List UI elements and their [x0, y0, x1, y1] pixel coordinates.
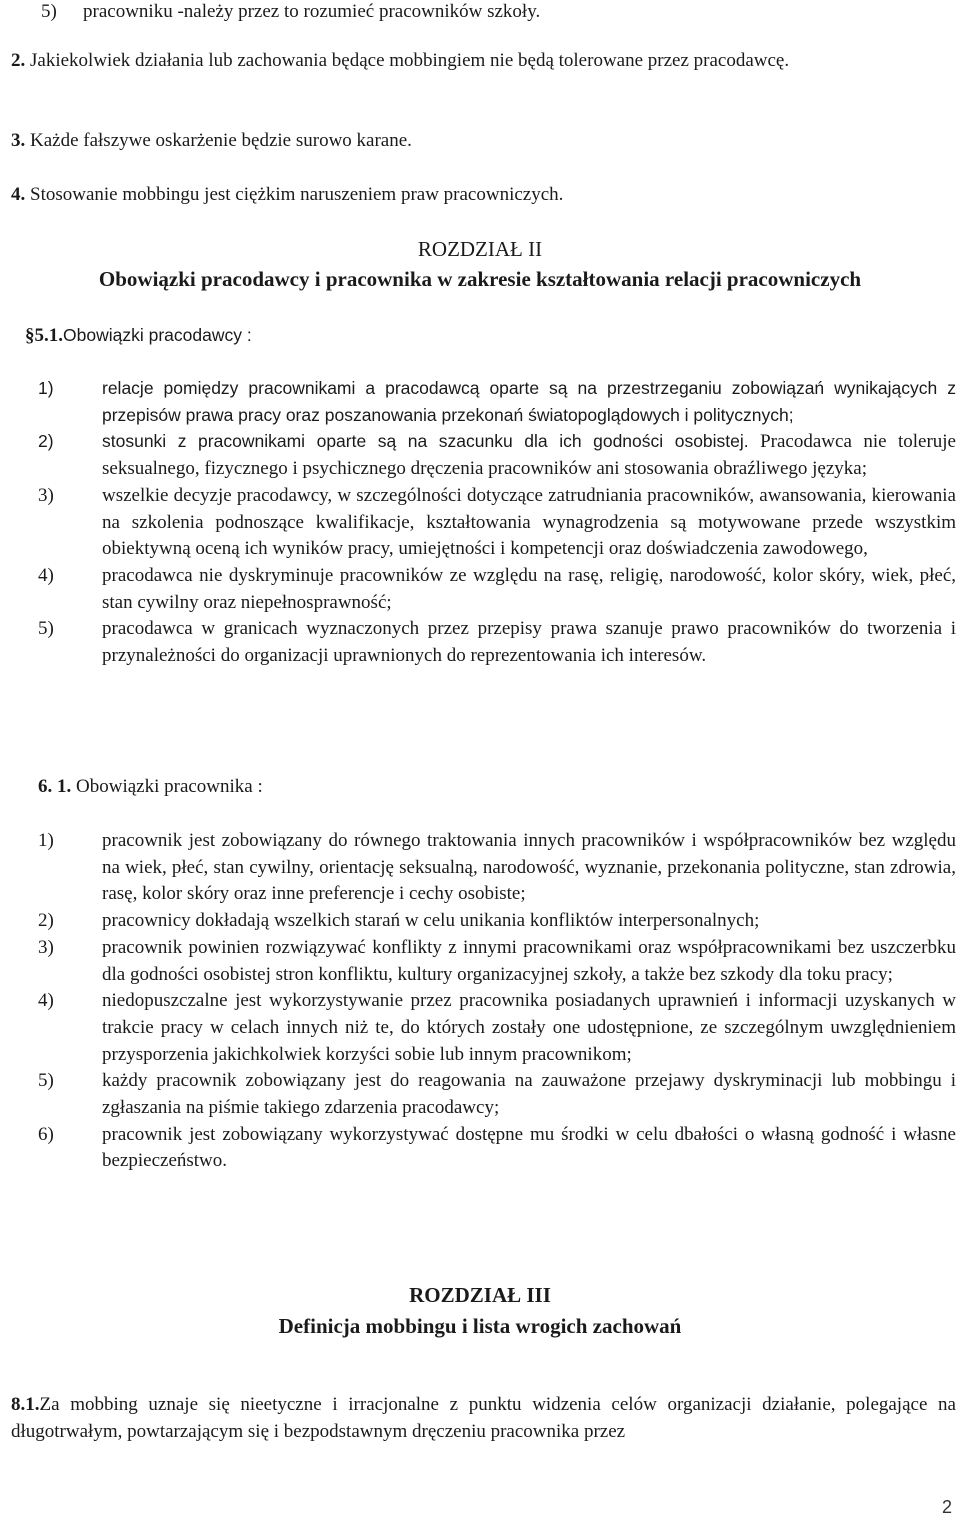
chapter-3-heading: [0, 1280, 960, 1310]
paragraph-text: Stosowanie mobbingu jest ciężkim naruszeniem praw pracowniczych.: [25, 184, 564, 205]
section-heading: Obowiązki pracodawcy :: [63, 325, 252, 345]
list-item: 2) stosunki z pracownikami oparte są na szacunku dla ich godności osobistej. Pracodawca nie toleruje seksualnego, fizycznego i psychicznego dręczenia pracowników ani stosowania obraźliwego języka;: [38, 431, 956, 480]
paragraph-4: [11, 182, 956, 209]
paragraph-3: [11, 128, 956, 155]
employee-duties-list: [38, 828, 956, 1175]
list-item: 1) pracownik jest zobowiązany do równego traktowania innych pracowników i współpracowników bez względu na wiek, płeć, stan cywilny, orientację seksualną, narodowość, wyznanie, przekonania polityczne, stan zdrowia, rasę, kolor skóry oraz inne preferencje i cechy osobiste;: [38, 830, 956, 905]
page-number: 2: [941, 1497, 952, 1518]
list-item: 2) pracownicy dokładają wszelkich starań w celu unikania konfliktów interpersonalnych;: [38, 910, 760, 932]
employer-duties-list: [38, 375, 956, 670]
list-item: 6) pracownik jest zobowiązany wykorzystywać dostępne mu środki w celu dbałości o własną godność i własne bezpieczeństwo.: [38, 1123, 956, 1172]
paragraph-number: 3.: [11, 130, 26, 151]
chapter-title: ROZDZIAŁ III: [409, 1283, 551, 1307]
chapter-title: ROZDZIAŁ II: [417, 237, 543, 261]
section-heading: Obowiązki pracownika :: [71, 776, 263, 797]
paragraph-2: [11, 48, 956, 75]
section-number: 6. 1.: [38, 776, 72, 797]
section-number: 8.1.: [11, 1394, 40, 1415]
section-6-heading: [38, 774, 956, 801]
paragraph-number: 4.: [11, 184, 26, 205]
list-item: 3) pracownik powinien rozwiązywać konflikty z innymi pracownikami oraz współpracownikami bez uszczerbku dla godności osobistej stron konfliktu, kultury organizacyjnej szkoły, a także bez szkody dla toku pracy;: [38, 936, 956, 985]
chapter-2-subtitle: Obowiązki pracodawcy i pracownika w zakresie kształtowania relacji pracowniczych: [98, 267, 862, 291]
list-item: 5) każdy pracownik zobowiązany jest do reagowania na zauważone przejawy dyskryminacji lub mobbingu i zgłaszania na piśmie takiego zdarzenia pracodawcy;: [38, 1070, 956, 1119]
section-8-paragraph: [11, 1392, 956, 1445]
list-item: 4) pracodawca nie dyskryminuje pracowników ze względu na rasę, religię, narodowość, kolor skóry, wiek, płeć, stan cywilny oraz niepełnosprawność;: [38, 564, 956, 613]
paragraph-text: Jakiekolwiek działania lub zachowania będące mobbingiem nie będą tolerowane przez pracodawcę.: [25, 50, 790, 71]
list-item-text: pracowniku -należy przez to rozumieć pracowników szkoły.: [83, 1, 541, 22]
paragraph-number: 2.: [11, 50, 26, 71]
list-item: 3) wszelkie decyzje pracodawcy, w szczególności dotyczące zatrudniania pracowników, awansowania, kierowania na szkolenia podnoszące kwalifikacje, kształtowania wynagrodzenia są motywowane przede wszystkim obiektywną oceną ich wyników pracy, umiejętności i kompetencji oraz doświadczenia zawodowego,: [38, 484, 956, 560]
list-item: 1) relacje pomiędzy pracownikami a pracodawcą oparte są na przestrzeganiu zobowiązań wynikających z przepisów prawa pracy oraz poszanowania przekonań światopoglądowych i politycznych;: [38, 378, 956, 425]
list-item: 5) pracodawca w granicach wyznaczonych przez przepisy prawa szanuje prawo pracowników do tworzenia i przynależności do organizacji uprawnionych do reprezentowania ich interesów.: [38, 618, 956, 667]
list-item-number: 5): [41, 1, 57, 22]
list-item: [41, 0, 956, 26]
section-text: Za mobbing uznaje się nieetyczne i irracjonalne z punktu widzenia celów organizacji działanie, polegające na długotrwałym, powtarzającym się i bezpodstawnym dręczeniu pracownika przez: [11, 1394, 956, 1442]
chapter-3-subtitle: Definicja mobbingu i lista wrogich zachowań: [278, 1314, 682, 1338]
list-item: 4) niedopuszczalne jest wykorzystywanie przez pracownika posiadanych uprawnień i informacji uzyskanych w trakcie pracy w celach innych niż te, do których zostały one udostępnione, ze szczególnym uwzględnieniem przysporzenia jakichkolwiek korzyści sobie lub innym pracownikom;: [38, 990, 956, 1065]
paragraph-text: Każde fałszywe oskarżenie będzie surowo karane.: [25, 130, 412, 151]
chapter-2-heading: [0, 234, 960, 264]
section-number: §5.1.: [25, 325, 63, 346]
section-5-heading: [25, 322, 956, 350]
